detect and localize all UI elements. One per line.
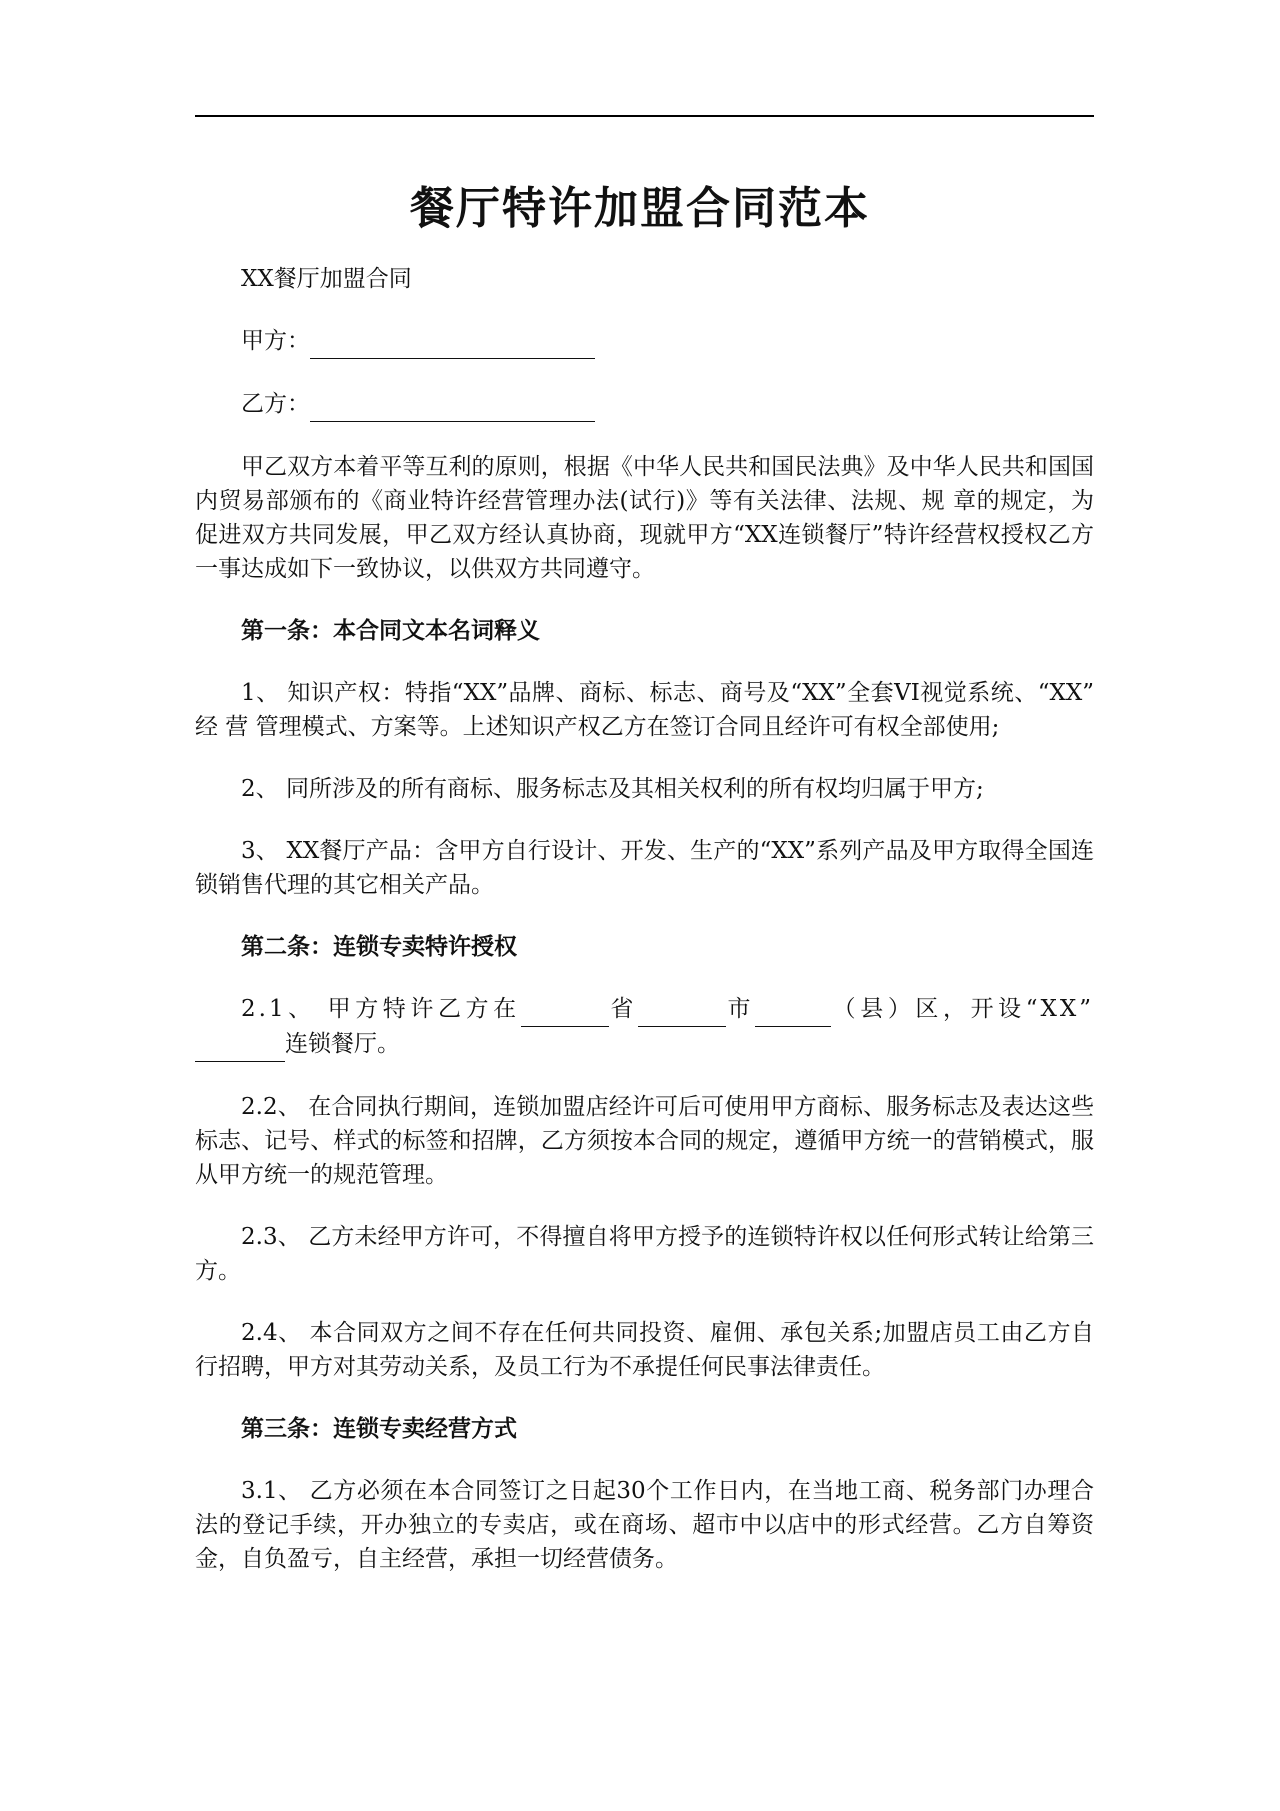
header-rule bbox=[195, 115, 1094, 117]
province-blank[interactable] bbox=[521, 992, 609, 1027]
article-1-item-3: 3、 XX餐厅产品：含甲方自行设计、开发、生产的“XX”系列产品及甲方取得全国连锁销售代理的其它相关产品。 bbox=[195, 838, 1094, 898]
county-label: （县）区，开设“XX” bbox=[831, 996, 1095, 1022]
party-a-label: 甲方： bbox=[241, 328, 310, 354]
article-2-item-1 bbox=[195, 992, 1094, 1062]
contract-subtitle: XX餐厅加盟合同 bbox=[241, 266, 412, 292]
article-2-heading: 第二条：连锁专卖特许授权 bbox=[241, 933, 517, 960]
party-a-blank[interactable] bbox=[310, 324, 595, 359]
city-blank[interactable] bbox=[638, 992, 726, 1027]
article-3-item-1: 3.1、 乙方必须在本合同签订之日起30个工作日内，在当地工商、税务部门办理合法的登记手续，开办独立的专卖店，或在商场、超市中以店中的形式经营。乙方自筹资金，自负盈亏，自主经营，承担一切经营债务。 bbox=[195, 1478, 1094, 1572]
article-2-item-4: 2.4、 本合同双方之间不存在任何共同投资、雇佣、承包关系;加盟店员工由乙方自行招聘，甲方对其劳动关系，及员工行为不承提任何民事法律责任。 bbox=[195, 1320, 1094, 1380]
province-label: 省 bbox=[608, 996, 638, 1022]
article-2-item-3: 2.3、 乙方未经甲方许可，不得擅自将甲方授予的连锁特许权以任何形式转让给第三方。 bbox=[195, 1224, 1094, 1284]
document-title: 餐厅特许加盟合同范本 bbox=[410, 183, 870, 234]
county-blank[interactable] bbox=[755, 992, 831, 1027]
article-1-item-2: 2、 同所涉及的所有商标、服务标志及其相关权利的所有权均归属于甲方; bbox=[241, 776, 984, 802]
article-2-item-2: 2.2、 在合同执行期间，连锁加盟店经许可后可使用甲方商标、服务标志及表达这些标志、记号、样式的标签和招牌，乙方须按本合同的规定，遵循甲方统一的营销模式，服从甲方统一的规范管理。 bbox=[195, 1094, 1094, 1188]
store-name-blank[interactable] bbox=[195, 1027, 285, 1062]
store-suffix: 连锁餐厅。 bbox=[285, 1031, 400, 1057]
article-3-heading: 第三条：连锁专卖经营方式 bbox=[241, 1415, 517, 1442]
article-1-heading: 第一条：本合同文本名词释义 bbox=[241, 617, 540, 644]
party-b-line bbox=[195, 387, 1094, 422]
party-b-label: 乙方： bbox=[241, 391, 310, 417]
document-body bbox=[195, 262, 1094, 1576]
article-1-item-1: 1、 知识产权：特指“XX”品牌、商标、标志、商号及“XX”全套VI视觉系统、“XX” 经 营 管理模式、方案等。上述知识产权乙方在签订合同且经许可有权全部使用; bbox=[195, 680, 1094, 740]
article-2-item-1-prefix: 2.1、 甲方特许乙方在 bbox=[241, 996, 521, 1022]
party-a-line bbox=[195, 324, 1094, 359]
party-b-blank[interactable] bbox=[310, 387, 595, 422]
intro-paragraph: 甲乙双方本着平等互利的原则，根据《中华人民共和国民法典》及中华人民共和国国内贸易部颁布的《商业特许经营管理办法(试行)》等有关法律、法规、规 章的规定，为促进双方共同发展，甲乙双方经认真协商，现就甲方“XX连锁餐厅”特许经营权授权乙方一事达成如下一致协议，以供双方共同遵守。 bbox=[195, 454, 1094, 582]
city-label: 市 bbox=[725, 996, 756, 1022]
